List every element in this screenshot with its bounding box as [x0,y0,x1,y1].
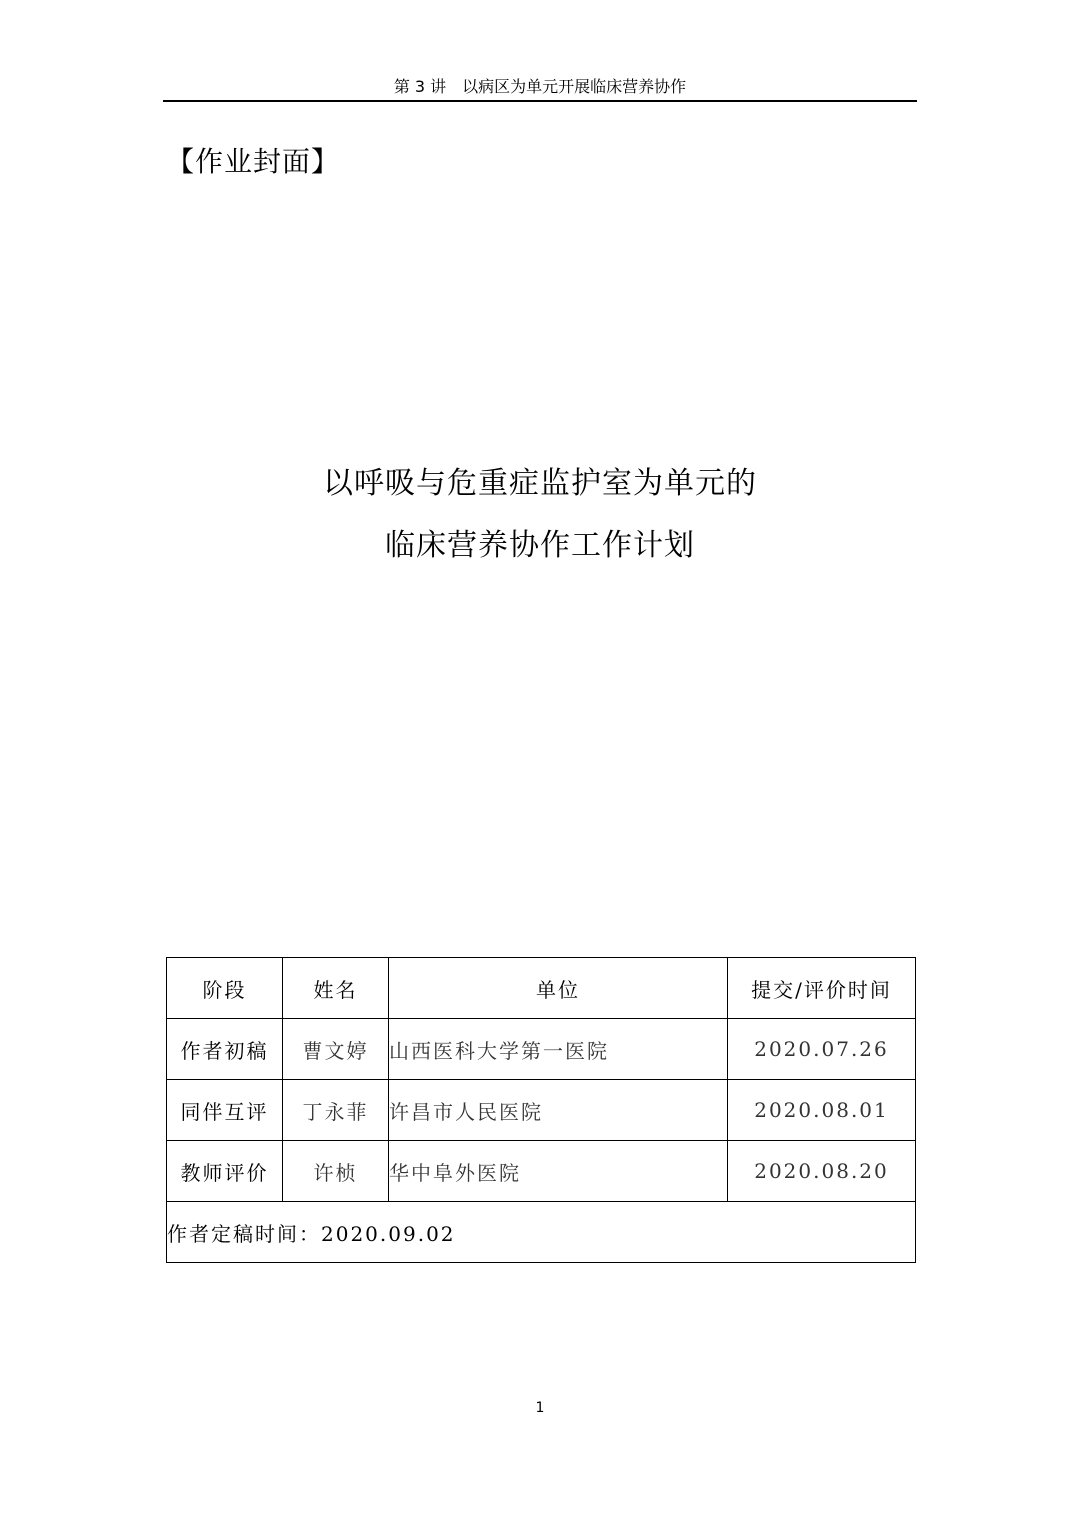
table-row [167,1080,916,1141]
final-draft-date: 2020.09.02 [321,1221,456,1246]
header-cell-name: 姓名 [283,958,389,1019]
submission-record-table [166,957,916,1263]
final-draft-cell [167,1202,916,1263]
table-row [167,1141,916,1202]
cell-date: 2020.07.26 [728,1019,916,1080]
document-title-line-1: 以呼吸与危重症监护室为单元的 [323,466,757,501]
header-cell-stage: 阶段 [167,958,283,1019]
table-row [167,1019,916,1080]
page-number: 1 [535,1400,545,1416]
cell-name: 丁永菲 [283,1080,389,1141]
cell-name: 许桢 [283,1141,389,1202]
header-cell-unit: 单位 [389,958,728,1019]
cell-stage: 教师评价 [167,1141,283,1202]
header-text: 第 3 讲 以病区为单元开展临床营养协作 [393,77,687,96]
cell-date: 2020.08.20 [728,1141,916,1202]
page-header [163,74,917,102]
section-label: 【作业封面】 [166,145,341,178]
cell-date: 2020.08.01 [728,1080,916,1141]
document-title-line-2: 临床营养协作工作计划 [385,528,695,563]
cell-stage: 作者初稿 [167,1019,283,1080]
table-header-row [167,958,916,1019]
cell-name: 曹文婷 [283,1019,389,1080]
cell-stage: 同伴互评 [167,1080,283,1141]
header-cell-time: 提交/评价时间 [728,958,916,1019]
final-draft-label: 作者定稿时间： [167,1221,321,1246]
cell-unit: 许昌市人民医院 [389,1080,728,1141]
final-draft-row [167,1202,916,1263]
cell-unit: 山西医科大学第一医院 [389,1019,728,1080]
cell-unit: 华中阜外医院 [389,1141,728,1202]
